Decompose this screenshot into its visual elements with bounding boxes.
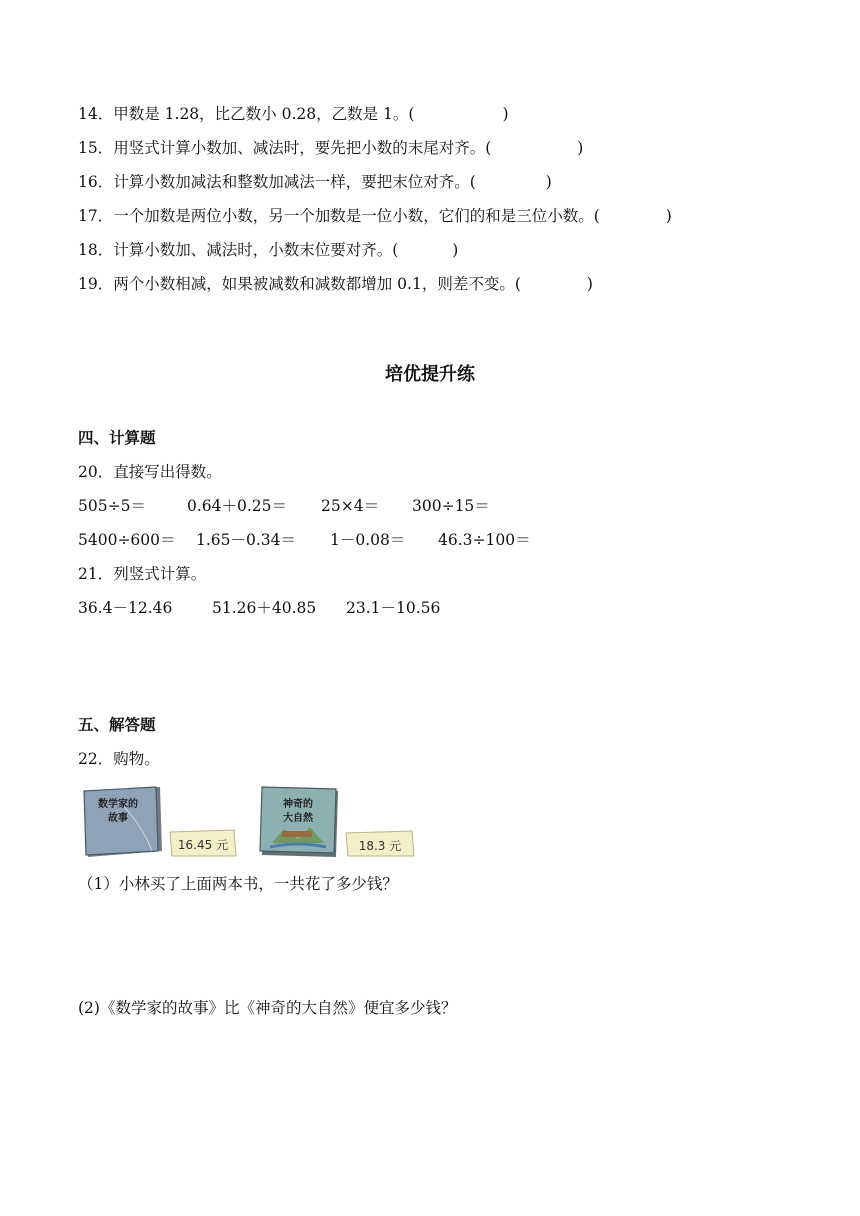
question-number: 19．: [78, 275, 114, 293]
calc-item: 0.64＋0.25＝: [187, 497, 288, 515]
question-14: [78, 104, 509, 124]
book2-price: 18.3 元: [358, 839, 402, 853]
question-19: [78, 274, 593, 294]
sub-question-2: (2)《数学家的故事》比《神奇的大自然》便宜多少钱？: [78, 999, 457, 1017]
question-text: 甲数是 1.28，比乙数小 0.28，乙数是 1。(: [113, 105, 415, 123]
question-text: 计算小数加、减法时，小数末位要对齐。(: [113, 241, 399, 259]
close-paren: ): [665, 207, 672, 225]
question-number: 18．: [78, 241, 114, 259]
question-number: 16．: [78, 173, 114, 191]
book-math-stories-icon: [82, 785, 166, 859]
calc-item: 25×4＝: [321, 497, 380, 515]
question-number: 14．: [78, 105, 114, 123]
book2-title-line1: 神奇的: [283, 799, 313, 810]
vertical-calc-item: 23.1－10.56: [346, 599, 441, 617]
question-20: 20．直接写出得数。: [78, 463, 222, 481]
book2-title-line2: 大自然: [283, 813, 313, 824]
vertical-calc-item: 36.4－12.46: [78, 599, 173, 617]
question-text: 用竖式计算小数加、减法时，要先把小数的末尾对齐。(: [113, 139, 492, 157]
section-title: 培优提升练: [385, 364, 475, 385]
price-tag-2: [344, 830, 416, 858]
calc-item: 46.3÷100＝: [438, 531, 531, 549]
question-text: 两个小数相减，如果被减数和减数都增加 0.1，则差不变。(: [113, 275, 521, 293]
section-4-heading: 四、计算题: [78, 429, 156, 447]
section-5-heading: 五、解答题: [78, 716, 156, 734]
close-paren: ): [452, 241, 459, 259]
question-text: 一个加数是两位小数，另一个加数是一位小数，它们的和是三位小数。(: [113, 207, 600, 225]
question-17: [78, 206, 672, 226]
book-nature-icon: [258, 785, 342, 859]
book1-title-line2: 故事: [108, 813, 128, 824]
question-16: [78, 172, 552, 192]
book1-price: 16.45 元: [177, 838, 229, 852]
calc-item: 505÷5＝: [78, 497, 146, 515]
question-number: 15．: [78, 139, 114, 157]
calc-item: 300÷15＝: [412, 497, 490, 515]
question-18: [78, 240, 458, 260]
price-tag-1: [168, 828, 238, 858]
book1-title-line1: 数学家的: [98, 799, 138, 810]
vertical-calc-item: 51.26＋40.85: [212, 599, 317, 617]
calc-item: 5400÷600＝: [78, 531, 176, 549]
close-paren: ): [586, 275, 593, 293]
close-paren: ): [545, 173, 552, 191]
calc-item: 1－0.08＝: [330, 531, 406, 549]
calc-item: 1.65－0.34＝: [196, 531, 297, 549]
question-text: 计算小数加减法和整数加减法一样，要把末位对齐。(: [113, 173, 476, 191]
question-22: 22．购物。: [78, 750, 160, 768]
sub-question-1: （1）小林买了上面两本书，一共花了多少钱？: [78, 875, 398, 893]
question-number: 17．: [78, 207, 114, 225]
question-21: 21．列竖式计算。: [78, 565, 207, 583]
close-paren: ): [577, 139, 584, 157]
question-15: [78, 138, 583, 158]
close-paren: ): [502, 105, 509, 123]
